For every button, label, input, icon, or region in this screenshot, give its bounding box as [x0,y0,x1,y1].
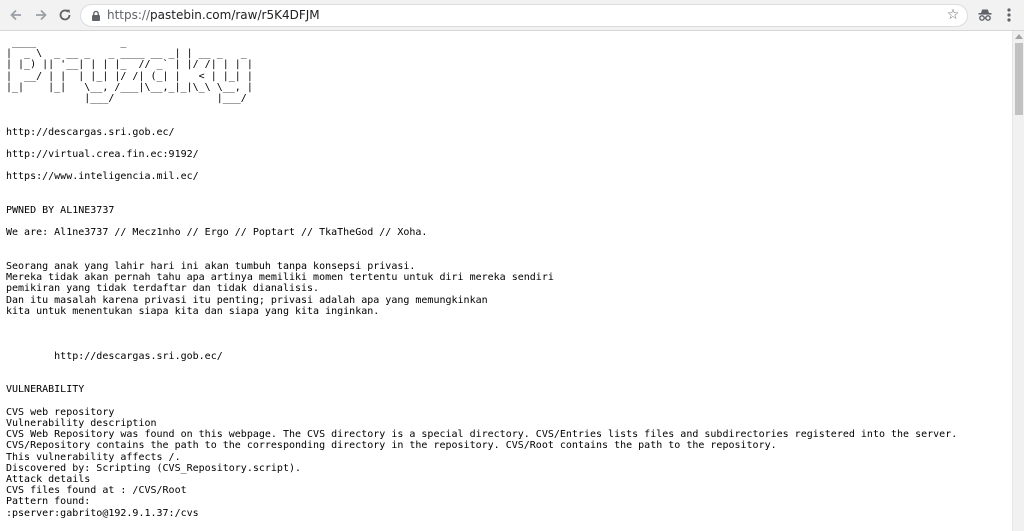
kebab-menu-icon[interactable] [1001,6,1017,24]
reload-button[interactable] [55,5,75,25]
arrow-right-icon [34,8,48,22]
forward-button[interactable] [31,5,51,25]
url-path: pastebin.com/raw/r5K4DFJM [150,8,320,22]
arrow-left-icon [9,8,23,22]
lock-icon[interactable] [90,10,102,22]
star-icon[interactable]: ☆ [946,7,960,23]
vertical-scrollbar[interactable] [1012,31,1024,531]
paste-raw-text: ____ _ | _ \ _ __ _ _ ____ __ _| | __ _ _ | |_) || '__| | | |_ // _` | |/ /| | | | | __/ | | | |_| |/ /| (_| | < | |_| | |_| |_| \__, /___|\__,_|_|\_\ \__, | |___/ |___/ http://descargas.sri.gob.ec/ http://virtual.crea.fin.ec:9192/ https://www.inteligencia.mil.ec/ PWNED BY AL1NE3737 We are: Al1ne3737 // Mecz1nho // Ergo // Poptart // TkaTheGod // Xoha. Seorang anak yang lahir hari ini akan tumbuh tanpa konsepsi privasi. Mereka tidak akan pernah tahu apa artinya memiliki momen tertentu untuk diri mereka sendiri pemikiran yang tidak terdaftar dan tidak dianalisis. Dan itu masalah karena privasi itu penting; privasi adalah apa yang memungkinkan kita untuk menentukan siapa kita dan siapa yang kita inginkan. http://descargas.sri.gob.ec/ VULNERABILITY CVS web repository Vulnerability description CVS Web Repository was found on this webpage. The CVS directory is a special directory. CVS/Entries lists files and subdirectories registered into the server. CVS/Repository contains the path to the corresponding directory in the repository. CVS/Root contains the path to the repository. This vulnerability affects /. Discovered by: Scripting (CVS_Repository.script). Attack details CVS files found at : /CVS/Root Pattern found: :pserver:gabrito@192.9.1.37:/cvs [6,37,958,519]
reload-icon [58,8,72,22]
page-viewport [0,31,1012,531]
back-button[interactable] [6,5,26,25]
scroll-up-arrow-icon[interactable] [1015,34,1023,39]
scroll-thumb[interactable] [1015,43,1023,115]
browser-toolbar [0,0,1024,31]
url-scheme: https:// [107,8,151,22]
address-bar[interactable] [80,4,968,27]
url-text[interactable] [107,5,320,26]
incognito-icon[interactable] [977,7,993,23]
